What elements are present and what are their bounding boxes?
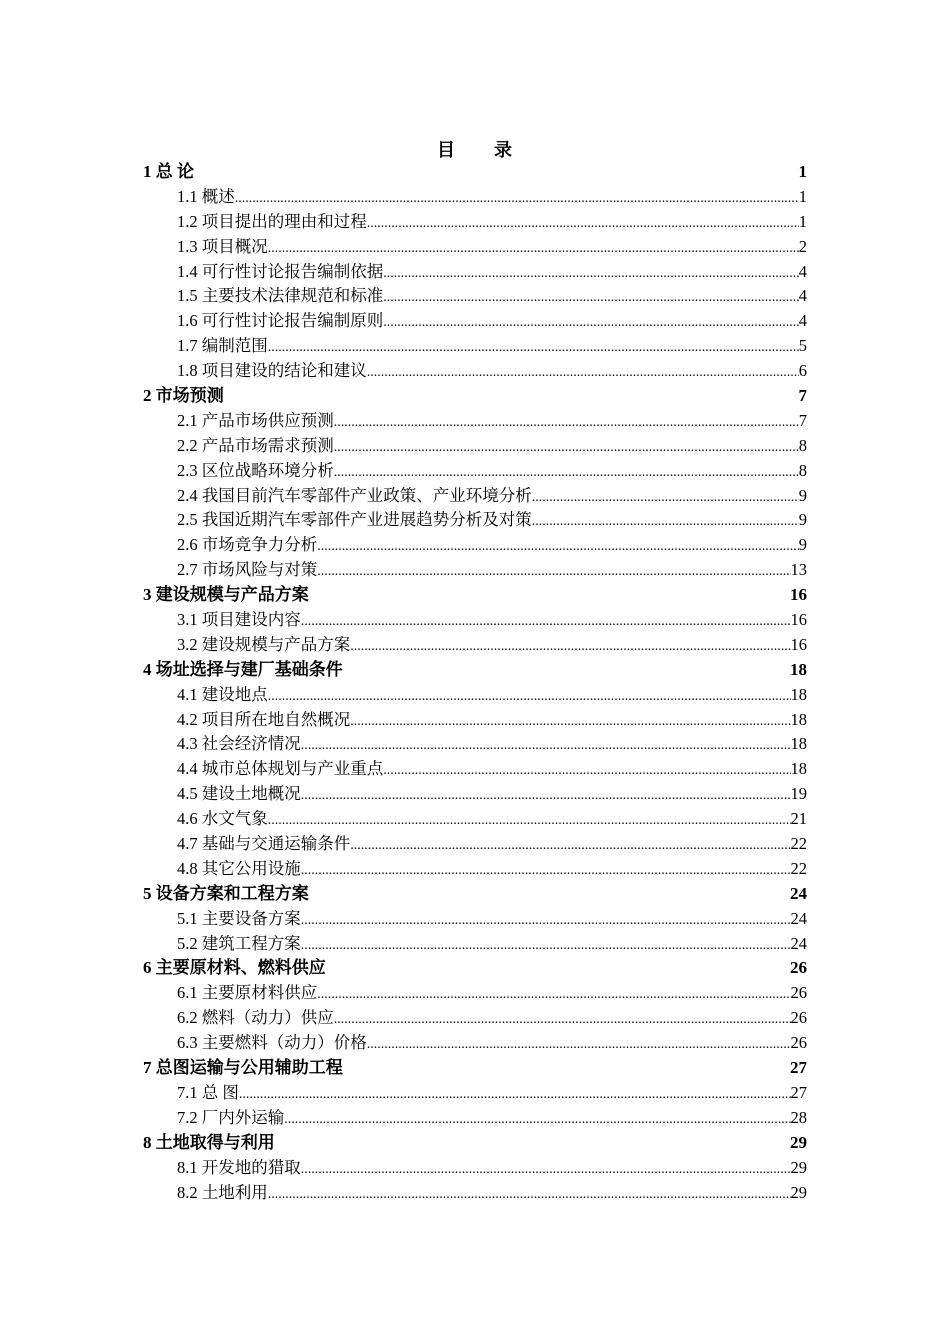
toc-dot-leader xyxy=(383,260,799,285)
table-of-contents xyxy=(143,160,807,1205)
toc-page-number: 9 xyxy=(798,510,807,530)
toc-page-number: 16 xyxy=(790,634,807,654)
toc-entry-title: 1.1 概述 xyxy=(177,186,235,206)
toc-section-entry[interactable] xyxy=(143,284,807,309)
toc-dot-leader xyxy=(275,1131,790,1156)
toc-page-number: 29 xyxy=(790,1157,807,1177)
toc-section-entry[interactable] xyxy=(143,558,807,583)
toc-chapter-entry[interactable] xyxy=(143,957,807,982)
toc-page-number: 29 xyxy=(790,1182,807,1202)
toc-section-entry[interactable] xyxy=(143,484,807,509)
toc-section-entry[interactable] xyxy=(143,857,807,882)
toc-dot-leader xyxy=(334,434,799,459)
toc-chapter-entry[interactable] xyxy=(143,1131,807,1156)
toc-section-entry[interactable] xyxy=(143,459,807,484)
toc-entry-title: 4.5 建设土地概况 xyxy=(177,784,301,804)
toc-dot-leader xyxy=(317,558,790,583)
toc-dot-leader xyxy=(301,782,791,807)
toc-section-entry[interactable] xyxy=(143,533,807,558)
toc-dot-leader xyxy=(334,459,799,484)
toc-page-number: 1 xyxy=(798,211,807,231)
toc-entry-title: 1.6 可行性讨论报告编制原则 xyxy=(177,311,384,331)
toc-entry-title: 4.2 项目所在地自然概况 xyxy=(177,709,351,729)
toc-dot-leader xyxy=(268,334,799,359)
toc-dot-leader xyxy=(268,235,799,260)
toc-entry-title: 4 场址选择与建厂基础条件 xyxy=(143,659,343,679)
toc-dot-leader xyxy=(317,533,799,558)
toc-entry-title: 2 市场预测 xyxy=(143,386,224,405)
toc-dot-leader xyxy=(268,683,791,708)
toc-page-number: 24 xyxy=(790,883,807,903)
toc-entry-title: 1.8 项目建设的结论和建议 xyxy=(177,361,367,381)
toc-entry-title: 2.7 市场风险与对策 xyxy=(177,560,318,580)
toc-entry-title: 4.7 基础与交通运输条件 xyxy=(177,834,351,854)
toc-entry-title: 2.1 产品市场供应预测 xyxy=(177,410,334,430)
toc-dot-leader xyxy=(350,633,790,658)
toc-entry-title: 1 总 论 xyxy=(143,161,194,181)
toc-section-entry[interactable] xyxy=(143,1006,807,1031)
toc-section-entry[interactable] xyxy=(143,757,807,782)
toc-section-entry[interactable] xyxy=(143,1181,807,1206)
toc-page-number: 26 xyxy=(790,983,807,1003)
toc-entry-title: 3 建设规模与产品方案 xyxy=(143,585,309,605)
toc-page-number: 7 xyxy=(798,410,807,430)
toc-entry-title: 4.1 建设地点 xyxy=(177,684,268,704)
toc-dot-leader xyxy=(334,1006,791,1031)
toc-section-entry[interactable] xyxy=(143,683,807,708)
toc-section-entry[interactable] xyxy=(143,1156,807,1181)
toc-dot-leader xyxy=(301,732,791,757)
toc-section-entry[interactable] xyxy=(143,633,807,658)
toc-dot-leader xyxy=(239,1081,791,1106)
toc-section-entry[interactable] xyxy=(143,309,807,334)
toc-entry-title: 2.5 我国近期汽车零部件产业进展趋势分析及对策 xyxy=(177,510,532,530)
toc-entry-title: 8.2 土地利用 xyxy=(177,1182,268,1202)
toc-page-number: 26 xyxy=(790,1033,807,1053)
toc-dot-leader xyxy=(317,981,790,1006)
toc-dot-leader xyxy=(301,932,791,957)
toc-dot-leader xyxy=(309,583,790,608)
toc-entry-title: 1.7 编制范围 xyxy=(177,336,268,356)
toc-page-number: 22 xyxy=(790,858,807,878)
toc-entry-title: 6.2 燃料（动力）供应 xyxy=(177,1008,334,1028)
toc-section-entry[interactable] xyxy=(143,260,807,285)
toc-dot-leader xyxy=(350,708,790,733)
toc-page-number: 26 xyxy=(790,958,807,978)
toc-dot-leader xyxy=(301,857,791,882)
toc-entry-title: 5.2 建筑工程方案 xyxy=(177,933,301,953)
toc-dot-leader xyxy=(301,608,791,633)
toc-entry-title: 7.2 厂内外运输 xyxy=(177,1107,285,1127)
toc-dot-leader xyxy=(301,907,791,932)
toc-section-entry[interactable] xyxy=(143,1106,807,1131)
toc-section-entry[interactable] xyxy=(143,409,807,434)
toc-page-number: 9 xyxy=(798,535,807,555)
toc-page-number: 4 xyxy=(798,311,807,331)
toc-dot-leader xyxy=(367,359,799,384)
toc-dot-leader xyxy=(343,658,790,683)
toc-page-number: 7 xyxy=(798,386,807,405)
toc-dot-leader xyxy=(383,284,799,309)
toc-page-number: 4 xyxy=(798,261,807,281)
toc-entry-title: 2.2 产品市场需求预测 xyxy=(177,435,334,455)
toc-entry-title: 1.2 项目提出的理由和过程 xyxy=(177,211,367,231)
toc-dot-leader xyxy=(367,210,799,235)
toc-dot-leader xyxy=(383,309,799,334)
toc-chapter-entry[interactable] xyxy=(143,583,807,608)
toc-entry-title: 6.3 主要燃料（动力）价格 xyxy=(177,1033,367,1053)
toc-section-entry[interactable] xyxy=(143,981,807,1006)
toc-page-number: 18 xyxy=(790,684,807,704)
toc-page-number: 24 xyxy=(790,933,807,953)
toc-chapter-entry[interactable] xyxy=(143,160,807,185)
toc-page-number: 29 xyxy=(790,1132,807,1152)
toc-entry-title: 4.8 其它公用设施 xyxy=(177,858,301,878)
toc-section-entry[interactable] xyxy=(143,359,807,384)
toc-dot-leader xyxy=(367,1031,791,1056)
toc-page-number: 28 xyxy=(790,1107,807,1127)
toc-section-entry[interactable] xyxy=(143,932,807,957)
toc-section-entry[interactable] xyxy=(143,1031,807,1056)
toc-entry-title: 5.1 主要设备方案 xyxy=(177,908,301,928)
toc-entry-title: 5 设备方案和工程方案 xyxy=(143,883,309,903)
toc-section-entry[interactable] xyxy=(143,832,807,857)
toc-section-entry[interactable] xyxy=(143,708,807,733)
toc-page-number: 4 xyxy=(798,286,807,306)
toc-dot-leader xyxy=(268,1181,791,1206)
toc-page-number: 1 xyxy=(798,186,807,206)
toc-entry-title: 3.2 建设规模与产品方案 xyxy=(177,634,351,654)
toc-entry-title: 3.1 项目建设内容 xyxy=(177,610,301,630)
toc-entry-title: 4.3 社会经济情况 xyxy=(177,734,301,754)
toc-section-entry[interactable] xyxy=(143,732,807,757)
toc-page-number: 8 xyxy=(798,460,807,480)
toc-entry-title: 6.1 主要原材料供应 xyxy=(177,983,318,1003)
toc-entry-title: 2.3 区位战略环境分析 xyxy=(177,460,334,480)
toc-page-number: 19 xyxy=(790,784,807,804)
toc-dot-leader xyxy=(194,160,799,185)
toc-section-entry[interactable] xyxy=(143,807,807,832)
toc-page-number: 18 xyxy=(790,759,807,779)
toc-section-entry[interactable] xyxy=(143,210,807,235)
toc-dot-leader xyxy=(383,757,790,782)
toc-page-number: 24 xyxy=(790,908,807,928)
toc-entry-title: 7.1 总 图 xyxy=(177,1082,239,1102)
toc-dot-leader xyxy=(301,1156,791,1181)
toc-page-number: 18 xyxy=(790,659,807,679)
toc-entry-title: 2.4 我国目前汽车零部件产业政策、产业环境分析 xyxy=(177,485,532,505)
toc-page-number: 9 xyxy=(798,485,807,505)
toc-dot-leader xyxy=(532,484,799,509)
toc-dot-leader xyxy=(334,409,799,434)
toc-dot-leader xyxy=(309,882,790,907)
toc-page-number: 8 xyxy=(798,435,807,455)
toc-entry-title: 8 土地取得与利用 xyxy=(143,1132,275,1152)
toc-chapter-entry[interactable] xyxy=(143,384,807,409)
toc-section-entry[interactable] xyxy=(143,608,807,633)
toc-dot-leader xyxy=(268,807,791,832)
toc-page-number: 1 xyxy=(798,161,807,181)
toc-entry-title: 1.5 主要技术法律规范和标准 xyxy=(177,286,384,306)
toc-page-number: 13 xyxy=(790,560,807,580)
toc-entry-title: 2.6 市场竞争力分析 xyxy=(177,535,318,555)
toc-page-number: 18 xyxy=(790,734,807,754)
toc-section-entry[interactable] xyxy=(143,508,807,533)
toc-chapter-entry[interactable] xyxy=(143,1056,807,1081)
toc-section-entry[interactable] xyxy=(143,185,807,210)
toc-entry-title: 8.1 开发地的猎取 xyxy=(177,1157,301,1177)
toc-page-number: 2 xyxy=(798,236,807,256)
toc-entry-title: 6 主要原材料、燃料供应 xyxy=(143,958,326,978)
toc-dot-leader xyxy=(343,1056,790,1081)
toc-page-number: 16 xyxy=(790,610,807,630)
toc-dot-leader xyxy=(224,384,799,409)
toc-page-number: 6 xyxy=(798,361,807,381)
toc-entry-title: 4.6 水文气象 xyxy=(177,809,268,829)
toc-section-entry[interactable] xyxy=(143,235,807,260)
toc-entry-title: 7 总图运输与公用辅助工程 xyxy=(143,1058,343,1078)
toc-chapter-entry[interactable] xyxy=(143,882,807,907)
toc-page-number: 27 xyxy=(790,1082,807,1102)
toc-dot-leader xyxy=(284,1106,790,1131)
toc-page-number: 26 xyxy=(790,1008,807,1028)
toc-page-number: 21 xyxy=(790,809,807,829)
toc-page-number: 5 xyxy=(798,336,807,356)
toc-entry-title: 4.4 城市总体规划与产业重点 xyxy=(177,759,384,779)
toc-dot-leader xyxy=(235,185,799,210)
toc-page-number: 22 xyxy=(790,834,807,854)
toc-dot-leader xyxy=(326,957,790,982)
toc-section-entry[interactable] xyxy=(143,782,807,807)
toc-page-number: 27 xyxy=(790,1058,807,1078)
toc-dot-leader xyxy=(350,832,790,857)
toc-entry-title: 1.4 可行性讨论报告编制依据 xyxy=(177,261,384,281)
toc-page-number: 16 xyxy=(790,585,807,605)
toc-section-entry[interactable] xyxy=(143,334,807,359)
toc-entry-title: 1.3 项目概况 xyxy=(177,236,268,256)
toc-page-number: 18 xyxy=(790,709,807,729)
toc-dot-leader xyxy=(532,508,799,533)
toc-chapter-entry[interactable] xyxy=(143,658,807,683)
toc-section-entry[interactable] xyxy=(143,1081,807,1106)
toc-section-entry[interactable] xyxy=(143,434,807,459)
toc-section-entry[interactable] xyxy=(143,907,807,932)
toc-title: 目 录 xyxy=(437,140,513,160)
